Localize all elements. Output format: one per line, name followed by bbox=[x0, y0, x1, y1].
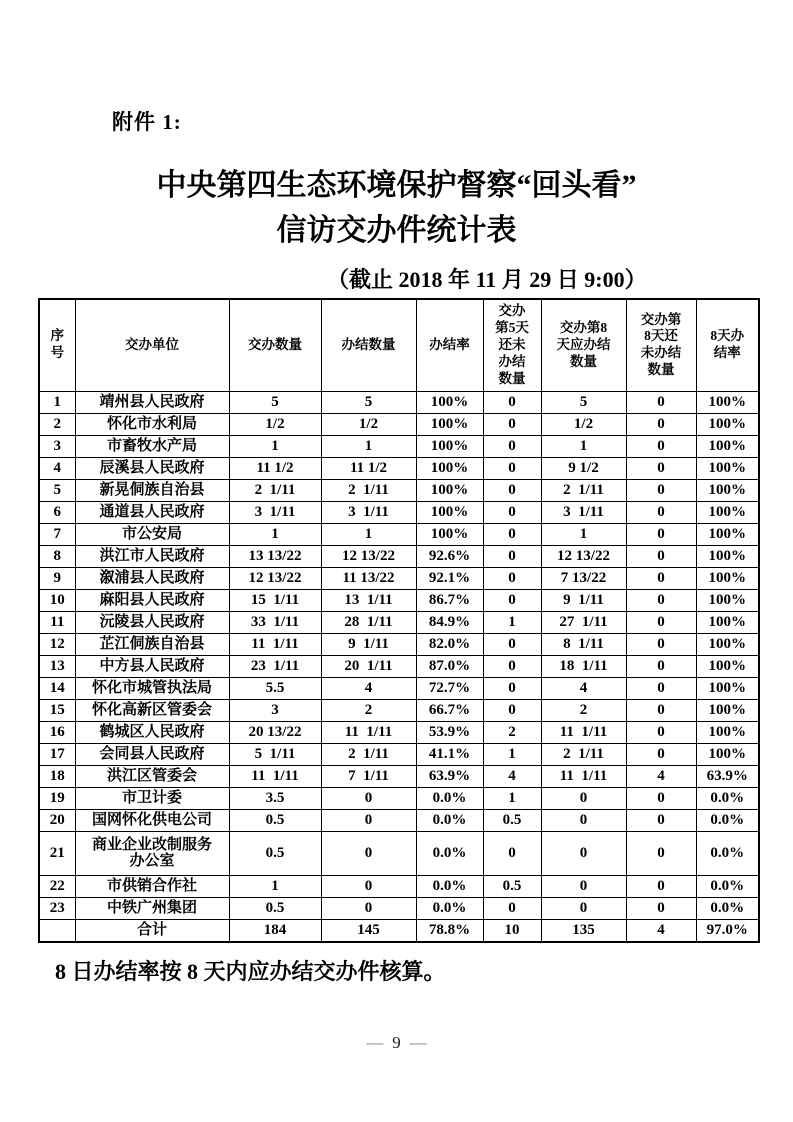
value-cell: 92.6% bbox=[416, 545, 483, 567]
value-cell: 0 bbox=[321, 831, 416, 875]
value-cell: 0 bbox=[541, 897, 626, 919]
value-cell: 100% bbox=[416, 435, 483, 457]
value-cell: 100% bbox=[696, 743, 759, 765]
value-cell: 0.0% bbox=[696, 831, 759, 875]
row-index-cell: 12 bbox=[39, 633, 75, 655]
row-index-cell: 15 bbox=[39, 699, 75, 721]
table-row bbox=[39, 765, 759, 787]
table-row bbox=[39, 611, 759, 633]
value-cell: 2 1/11 bbox=[321, 743, 416, 765]
value-cell: 0 bbox=[626, 875, 696, 897]
value-cell: 100% bbox=[696, 523, 759, 545]
value-cell: 1 bbox=[483, 743, 541, 765]
table-row bbox=[39, 413, 759, 435]
value-cell: 0.5 bbox=[229, 809, 321, 831]
value-cell: 100% bbox=[696, 677, 759, 699]
header-cell: 序 号 bbox=[39, 299, 75, 391]
value-cell: 0 bbox=[626, 655, 696, 677]
value-cell: 0 bbox=[541, 875, 626, 897]
value-cell: 0.5 bbox=[229, 897, 321, 919]
row-index-cell: 16 bbox=[39, 721, 75, 743]
value-cell: 15 1/11 bbox=[229, 589, 321, 611]
value-cell: 0 bbox=[626, 699, 696, 721]
document-title-line2: 信访交办件统计表 bbox=[276, 214, 517, 247]
value-cell: 0.0% bbox=[416, 897, 483, 919]
value-cell: 2 bbox=[541, 699, 626, 721]
value-cell: 66.7% bbox=[416, 699, 483, 721]
value-cell: 53.9% bbox=[416, 721, 483, 743]
row-index-cell: 17 bbox=[39, 743, 75, 765]
value-cell: 0.0% bbox=[696, 787, 759, 809]
value-cell: 0 bbox=[626, 633, 696, 655]
row-index-cell: 18 bbox=[39, 765, 75, 787]
value-cell: 0 bbox=[483, 655, 541, 677]
value-cell: 0 bbox=[626, 589, 696, 611]
row-index-cell: 19 bbox=[39, 787, 75, 809]
value-cell: 0 bbox=[541, 809, 626, 831]
row-index-cell: 4 bbox=[39, 457, 75, 479]
value-cell: 100% bbox=[416, 391, 483, 413]
unit-name-cell: 市卫计委 bbox=[75, 787, 229, 809]
value-cell: 2 1/11 bbox=[541, 743, 626, 765]
value-cell: 28 1/11 bbox=[321, 611, 416, 633]
row-index-cell: 1 bbox=[39, 391, 75, 413]
value-cell: 184 bbox=[229, 919, 321, 942]
unit-name-cell: 合计 bbox=[75, 919, 229, 942]
value-cell: 3.5 bbox=[229, 787, 321, 809]
value-cell: 2 1/11 bbox=[541, 479, 626, 501]
value-cell: 10 bbox=[483, 919, 541, 942]
page-number-value: 9 bbox=[392, 1033, 401, 1052]
value-cell: 4 bbox=[626, 765, 696, 787]
value-cell: 20 1/11 bbox=[321, 655, 416, 677]
unit-name-cell: 中方县人民政府 bbox=[75, 655, 229, 677]
value-cell: 2 bbox=[483, 721, 541, 743]
value-cell: 9 1/11 bbox=[321, 633, 416, 655]
value-cell: 1 bbox=[541, 435, 626, 457]
value-cell: 0 bbox=[541, 787, 626, 809]
table-row bbox=[39, 545, 759, 567]
unit-name-cell: 会同县人民政府 bbox=[75, 743, 229, 765]
value-cell: 0 bbox=[626, 413, 696, 435]
value-cell: 100% bbox=[696, 479, 759, 501]
unit-name-cell: 怀化市城管执法局 bbox=[75, 677, 229, 699]
value-cell: 100% bbox=[416, 479, 483, 501]
value-cell: 13 13/22 bbox=[229, 545, 321, 567]
value-cell: 0 bbox=[483, 831, 541, 875]
value-cell: 100% bbox=[696, 435, 759, 457]
value-cell: 4 bbox=[321, 677, 416, 699]
unit-name-cell: 怀化高新区管委会 bbox=[75, 699, 229, 721]
value-cell: 0 bbox=[483, 545, 541, 567]
value-cell: 23 1/11 bbox=[229, 655, 321, 677]
table-row bbox=[39, 435, 759, 457]
value-cell: 20 13/22 bbox=[229, 721, 321, 743]
value-cell: 100% bbox=[696, 567, 759, 589]
value-cell: 0 bbox=[483, 633, 541, 655]
unit-name-cell: 市畜牧水产局 bbox=[75, 435, 229, 457]
value-cell: 7 1/11 bbox=[321, 765, 416, 787]
value-cell: 3 1/11 bbox=[321, 501, 416, 523]
attachment-label: 附件 1: bbox=[112, 110, 182, 134]
table-row bbox=[39, 523, 759, 545]
table-row bbox=[39, 677, 759, 699]
value-cell: 1 bbox=[321, 435, 416, 457]
row-index-cell: 3 bbox=[39, 435, 75, 457]
unit-name-cell: 靖州县人民政府 bbox=[75, 391, 229, 413]
value-cell: 0 bbox=[483, 589, 541, 611]
value-cell: 11 1/11 bbox=[541, 765, 626, 787]
value-cell: 33 1/11 bbox=[229, 611, 321, 633]
value-cell: 5 1/11 bbox=[229, 743, 321, 765]
value-cell: 5 bbox=[541, 391, 626, 413]
value-cell: 0 bbox=[483, 391, 541, 413]
unit-name-cell: 沅陵县人民政府 bbox=[75, 611, 229, 633]
unit-name-cell: 市公安局 bbox=[75, 523, 229, 545]
value-cell: 0 bbox=[626, 567, 696, 589]
value-cell: 1 bbox=[483, 611, 541, 633]
unit-name-cell: 辰溪县人民政府 bbox=[75, 457, 229, 479]
header-cell: 8天办 结率 bbox=[696, 299, 759, 391]
row-index-cell: 10 bbox=[39, 589, 75, 611]
value-cell: 0.0% bbox=[416, 875, 483, 897]
table-row bbox=[39, 567, 759, 589]
value-cell: 0 bbox=[626, 391, 696, 413]
value-cell: 0 bbox=[626, 831, 696, 875]
value-cell: 1/2 bbox=[541, 413, 626, 435]
value-cell: 100% bbox=[696, 545, 759, 567]
value-cell: 0 bbox=[483, 699, 541, 721]
header-row bbox=[39, 299, 759, 391]
value-cell: 92.1% bbox=[416, 567, 483, 589]
value-cell: 1 bbox=[229, 523, 321, 545]
page-number-dash-right: — bbox=[409, 1033, 427, 1052]
value-cell: 100% bbox=[416, 523, 483, 545]
value-cell: 27 1/11 bbox=[541, 611, 626, 633]
page-number-dash-left: — bbox=[366, 1033, 384, 1052]
header-cell: 交办数量 bbox=[229, 299, 321, 391]
value-cell: 12 13/22 bbox=[321, 545, 416, 567]
document-title-line1: 中央第四生态环境保护督察“回头看” bbox=[156, 169, 637, 202]
value-cell: 72.7% bbox=[416, 677, 483, 699]
value-cell: 11 1/11 bbox=[229, 633, 321, 655]
value-cell: 0 bbox=[483, 457, 541, 479]
value-cell: 0.0% bbox=[416, 809, 483, 831]
row-index-cell: 20 bbox=[39, 809, 75, 831]
value-cell: 0 bbox=[626, 611, 696, 633]
value-cell: 11 1/11 bbox=[541, 721, 626, 743]
table-row bbox=[39, 897, 759, 919]
value-cell: 18 1/11 bbox=[541, 655, 626, 677]
value-cell: 1 bbox=[541, 523, 626, 545]
value-cell: 11 13/22 bbox=[321, 567, 416, 589]
as-of-date-note: （截止 2018 年 11 月 29 日 9:00） bbox=[327, 267, 647, 292]
value-cell: 0 bbox=[626, 721, 696, 743]
value-cell: 100% bbox=[416, 501, 483, 523]
value-cell: 1/2 bbox=[321, 413, 416, 435]
value-cell: 0 bbox=[626, 479, 696, 501]
table-row bbox=[39, 655, 759, 677]
value-cell: 3 1/11 bbox=[541, 501, 626, 523]
row-index-cell bbox=[39, 919, 75, 942]
header-cell: 交办单位 bbox=[75, 299, 229, 391]
value-cell: 0.5 bbox=[483, 809, 541, 831]
table-row bbox=[39, 875, 759, 897]
unit-name-cell: 市供销合作社 bbox=[75, 875, 229, 897]
value-cell: 7 13/22 bbox=[541, 567, 626, 589]
row-index-cell: 14 bbox=[39, 677, 75, 699]
value-cell: 0.0% bbox=[416, 831, 483, 875]
table-row bbox=[39, 721, 759, 743]
value-cell: 1 bbox=[321, 523, 416, 545]
value-cell: 13 1/11 bbox=[321, 589, 416, 611]
total-row bbox=[39, 919, 759, 942]
value-cell: 2 bbox=[321, 699, 416, 721]
value-cell: 12 13/22 bbox=[541, 545, 626, 567]
value-cell: 0 bbox=[483, 413, 541, 435]
header-cell: 交办第8 天应办结 数量 bbox=[541, 299, 626, 391]
unit-name-cell: 溆浦县人民政府 bbox=[75, 567, 229, 589]
row-index-cell: 22 bbox=[39, 875, 75, 897]
value-cell: 0 bbox=[626, 743, 696, 765]
value-cell: 11 1/2 bbox=[229, 457, 321, 479]
value-cell: 0 bbox=[541, 831, 626, 875]
value-cell: 9 1/11 bbox=[541, 589, 626, 611]
value-cell: 84.9% bbox=[416, 611, 483, 633]
value-cell: 0 bbox=[321, 787, 416, 809]
value-cell: 100% bbox=[416, 413, 483, 435]
table-row bbox=[39, 391, 759, 413]
value-cell: 1/2 bbox=[229, 413, 321, 435]
table-row bbox=[39, 787, 759, 809]
value-cell: 4 bbox=[626, 919, 696, 942]
value-cell: 0.0% bbox=[696, 897, 759, 919]
value-cell: 5 bbox=[321, 391, 416, 413]
value-cell: 5 bbox=[229, 391, 321, 413]
value-cell: 3 bbox=[229, 699, 321, 721]
row-index-cell: 11 bbox=[39, 611, 75, 633]
table-row bbox=[39, 809, 759, 831]
value-cell: 63.9% bbox=[696, 765, 759, 787]
row-index-cell: 13 bbox=[39, 655, 75, 677]
value-cell: 5.5 bbox=[229, 677, 321, 699]
header-cell: 办结数量 bbox=[321, 299, 416, 391]
unit-name-cell: 鹤城区人民政府 bbox=[75, 721, 229, 743]
value-cell: 78.8% bbox=[416, 919, 483, 942]
value-cell: 100% bbox=[696, 699, 759, 721]
unit-name-cell: 新晃侗族自治县 bbox=[75, 479, 229, 501]
value-cell: 0 bbox=[483, 435, 541, 457]
row-index-cell: 5 bbox=[39, 479, 75, 501]
value-cell: 1 bbox=[229, 435, 321, 457]
value-cell: 0 bbox=[626, 897, 696, 919]
value-cell: 100% bbox=[696, 611, 759, 633]
value-cell: 12 13/22 bbox=[229, 567, 321, 589]
value-cell: 0.0% bbox=[696, 809, 759, 831]
row-index-cell: 2 bbox=[39, 413, 75, 435]
table-row bbox=[39, 633, 759, 655]
value-cell: 0.5 bbox=[483, 875, 541, 897]
table-row bbox=[39, 699, 759, 721]
row-index-cell: 9 bbox=[39, 567, 75, 589]
value-cell: 82.0% bbox=[416, 633, 483, 655]
table-header bbox=[39, 299, 759, 391]
value-cell: 0 bbox=[626, 787, 696, 809]
unit-name-cell: 芷江侗族自治县 bbox=[75, 633, 229, 655]
value-cell: 100% bbox=[696, 589, 759, 611]
value-cell: 11 1/2 bbox=[321, 457, 416, 479]
value-cell: 41.1% bbox=[416, 743, 483, 765]
table-row bbox=[39, 589, 759, 611]
value-cell: 0 bbox=[626, 545, 696, 567]
table-row bbox=[39, 743, 759, 765]
row-index-cell: 21 bbox=[39, 831, 75, 875]
value-cell: 2 1/11 bbox=[321, 479, 416, 501]
value-cell: 100% bbox=[696, 655, 759, 677]
value-cell: 100% bbox=[696, 413, 759, 435]
value-cell: 100% bbox=[696, 501, 759, 523]
header-cell: 办结率 bbox=[416, 299, 483, 391]
value-cell: 0 bbox=[483, 677, 541, 699]
value-cell: 0 bbox=[321, 809, 416, 831]
value-cell: 0.5 bbox=[229, 831, 321, 875]
value-cell: 0 bbox=[483, 501, 541, 523]
value-cell: 63.9% bbox=[416, 765, 483, 787]
row-index-cell: 6 bbox=[39, 501, 75, 523]
value-cell: 145 bbox=[321, 919, 416, 942]
page-number bbox=[0, 1033, 793, 1053]
value-cell: 4 bbox=[541, 677, 626, 699]
value-cell: 3 1/11 bbox=[229, 501, 321, 523]
value-cell: 1 bbox=[483, 787, 541, 809]
row-index-cell: 7 bbox=[39, 523, 75, 545]
unit-name-cell: 中铁广州集团 bbox=[75, 897, 229, 919]
value-cell: 0 bbox=[321, 897, 416, 919]
value-cell: 0.0% bbox=[416, 787, 483, 809]
table-row bbox=[39, 479, 759, 501]
value-cell: 100% bbox=[696, 721, 759, 743]
table-body bbox=[39, 391, 759, 942]
value-cell: 2 1/11 bbox=[229, 479, 321, 501]
value-cell: 0 bbox=[483, 567, 541, 589]
value-cell: 0 bbox=[626, 501, 696, 523]
unit-name-cell: 麻阳县人民政府 bbox=[75, 589, 229, 611]
header-cell: 交办第 8天还 未办结 数量 bbox=[626, 299, 696, 391]
unit-name-cell: 通道县人民政府 bbox=[75, 501, 229, 523]
value-cell: 0 bbox=[626, 435, 696, 457]
value-cell: 0.0% bbox=[696, 875, 759, 897]
unit-name-cell: 洪江区管委会 bbox=[75, 765, 229, 787]
value-cell: 86.7% bbox=[416, 589, 483, 611]
value-cell: 0 bbox=[626, 523, 696, 545]
table-row bbox=[39, 831, 759, 875]
value-cell: 0 bbox=[626, 457, 696, 479]
unit-name-cell: 国网怀化供电公司 bbox=[75, 809, 229, 831]
row-index-cell: 8 bbox=[39, 545, 75, 567]
value-cell: 0 bbox=[626, 809, 696, 831]
value-cell: 100% bbox=[696, 457, 759, 479]
value-cell: 0 bbox=[483, 897, 541, 919]
value-cell: 0 bbox=[626, 677, 696, 699]
value-cell: 135 bbox=[541, 919, 626, 942]
table-row bbox=[39, 501, 759, 523]
value-cell: 1 bbox=[229, 875, 321, 897]
statistics-table bbox=[38, 298, 760, 943]
value-cell: 100% bbox=[696, 633, 759, 655]
value-cell: 100% bbox=[696, 391, 759, 413]
value-cell: 8 1/11 bbox=[541, 633, 626, 655]
header-cell: 交办 第5天 还未 办结 数量 bbox=[483, 299, 541, 391]
value-cell: 100% bbox=[416, 457, 483, 479]
value-cell: 97.0% bbox=[696, 919, 759, 942]
unit-name-cell: 怀化市水利局 bbox=[75, 413, 229, 435]
footnote: 8 日办结率按 8 天内应办结交办件核算。 bbox=[55, 959, 446, 984]
value-cell: 0 bbox=[483, 523, 541, 545]
value-cell: 4 bbox=[483, 765, 541, 787]
value-cell: 11 1/11 bbox=[229, 765, 321, 787]
table-row bbox=[39, 457, 759, 479]
unit-name-cell: 洪江市人民政府 bbox=[75, 545, 229, 567]
value-cell: 11 1/11 bbox=[321, 721, 416, 743]
value-cell: 9 1/2 bbox=[541, 457, 626, 479]
value-cell: 0 bbox=[483, 479, 541, 501]
value-cell: 87.0% bbox=[416, 655, 483, 677]
unit-name-cell: 商业企业改制服务 办公室 bbox=[75, 831, 229, 875]
row-index-cell: 23 bbox=[39, 897, 75, 919]
value-cell: 0 bbox=[321, 875, 416, 897]
